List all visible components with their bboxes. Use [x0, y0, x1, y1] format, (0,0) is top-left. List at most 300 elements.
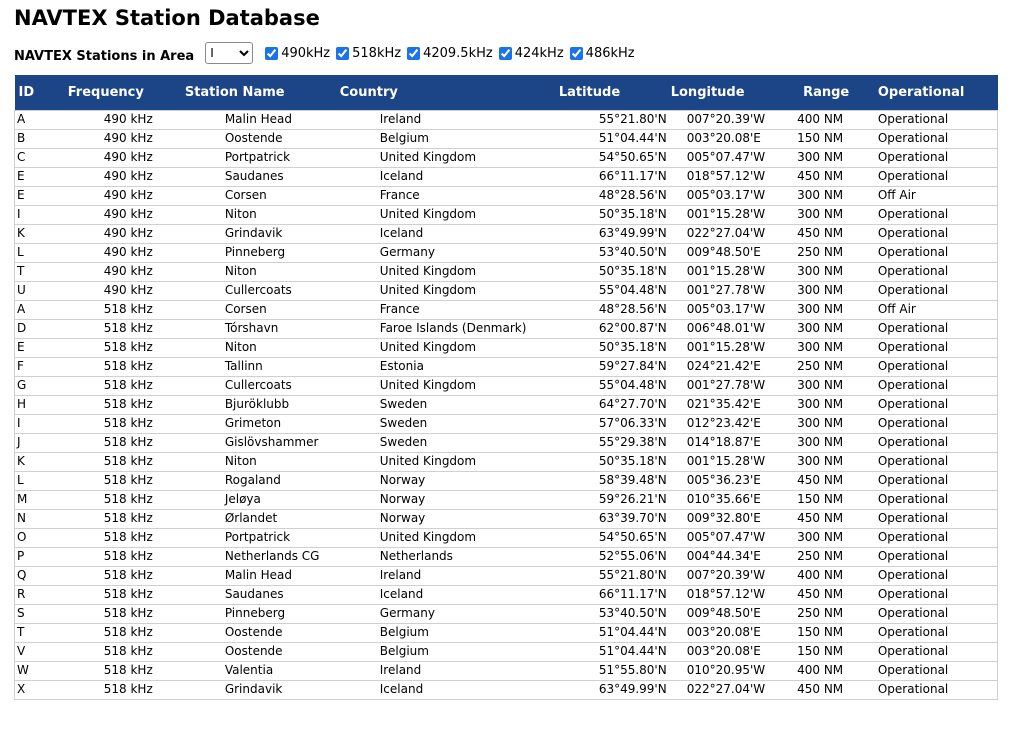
cell-range: 150 NM — [787, 642, 866, 661]
cell-station-id: U — [15, 281, 58, 300]
checkbox-label-486: 486kHz — [585, 45, 635, 61]
cell-station-name: Tallinn — [179, 357, 334, 376]
cell-longitude: 001°15.28'W — [667, 452, 787, 471]
cell-country: Estonia — [334, 357, 553, 376]
table-row[interactable] — [15, 376, 998, 395]
cell-range: 250 NM — [787, 243, 866, 262]
cell-station-id: J — [15, 433, 58, 452]
cell-station-name: Corsen — [179, 300, 334, 319]
cell-operational-status: Off Air — [866, 186, 998, 205]
cell-latitude: 48°28.56'N — [553, 186, 667, 205]
cell-operational-status: Operational — [866, 680, 998, 699]
checkbox-424[interactable] — [499, 47, 512, 60]
cell-longitude: 022°27.04'W — [667, 224, 787, 243]
cell-frequency: 490 kHz — [58, 224, 179, 243]
cell-station-name: Saudanes — [179, 585, 334, 604]
page-title: NAVTEX Station Database — [14, 6, 320, 30]
table-row[interactable] — [15, 604, 998, 623]
column-header-range[interactable]: Range — [803, 84, 850, 100]
cell-station-id: I — [15, 414, 58, 433]
cell-frequency: 518 kHz — [58, 490, 179, 509]
checkbox-label-424: 424kHz — [514, 45, 564, 61]
cell-frequency: 518 kHz — [58, 566, 179, 585]
cell-station-id: N — [15, 509, 58, 528]
cell-station-id: L — [15, 243, 58, 262]
cell-country: United Kingdom — [334, 528, 553, 547]
cell-frequency: 518 kHz — [58, 300, 179, 319]
cell-station-name: Niton — [179, 262, 334, 281]
cell-longitude: 001°15.28'W — [667, 262, 787, 281]
cell-frequency: 490 kHz — [58, 205, 179, 224]
cell-station-name: Malin Head — [179, 110, 334, 129]
table-row[interactable] — [15, 357, 998, 376]
cell-longitude: 024°21.42'E — [667, 357, 787, 376]
cell-longitude: 022°27.04'W — [667, 680, 787, 699]
cell-country: Sweden — [334, 414, 553, 433]
table-row[interactable] — [15, 129, 998, 148]
cell-longitude: 006°48.01'W — [667, 319, 787, 338]
cell-frequency: 518 kHz — [58, 680, 179, 699]
table-row[interactable] — [15, 471, 998, 490]
cell-frequency: 490 kHz — [58, 243, 179, 262]
cell-range: 150 NM — [787, 623, 866, 642]
cell-station-name: Bjuröklubb — [179, 395, 334, 414]
cell-range: 450 NM — [787, 167, 866, 186]
cell-frequency: 518 kHz — [58, 357, 179, 376]
cell-longitude: 005°07.47'W — [667, 528, 787, 547]
table-row[interactable] — [15, 414, 998, 433]
cell-range: 250 NM — [787, 547, 866, 566]
area-label: NAVTEX Stations in Area — [14, 48, 195, 64]
cell-country: Norway — [334, 471, 553, 490]
cell-range: 300 NM — [787, 433, 866, 452]
cell-station-name: Portpatrick — [179, 148, 334, 167]
cell-frequency: 490 kHz — [58, 186, 179, 205]
cell-range: 450 NM — [787, 680, 866, 699]
table-header-row — [15, 75, 998, 110]
cell-station-id: E — [15, 338, 58, 357]
cell-frequency: 518 kHz — [58, 433, 179, 452]
cell-latitude: 51°04.44'N — [553, 642, 667, 661]
cell-station-name: Cullercoats — [179, 376, 334, 395]
cell-longitude: 007°20.39'W — [667, 110, 787, 129]
cell-station-name: Tórshavn — [179, 319, 334, 338]
table-row[interactable] — [15, 319, 998, 338]
cell-station-name: Niton — [179, 338, 334, 357]
cell-range: 450 NM — [787, 471, 866, 490]
cell-latitude: 53°40.50'N — [553, 604, 667, 623]
cell-country: United Kingdom — [334, 205, 553, 224]
cell-station-id: M — [15, 490, 58, 509]
cell-station-id: F — [15, 357, 58, 376]
cell-latitude: 50°35.18'N — [553, 452, 667, 471]
cell-station-name: Pinneberg — [179, 243, 334, 262]
frequency-checkbox-424[interactable] — [499, 46, 564, 61]
cell-country: Germany — [334, 243, 553, 262]
cell-country: Iceland — [334, 224, 553, 243]
cell-range: 300 NM — [787, 376, 866, 395]
cell-operational-status: Operational — [866, 262, 998, 281]
cell-latitude: 62°00.87'N — [553, 319, 667, 338]
cell-range: 300 NM — [787, 186, 866, 205]
cell-longitude: 005°03.17'W — [667, 300, 787, 319]
table-row[interactable] — [15, 433, 998, 452]
cell-station-id: B — [15, 129, 58, 148]
cell-longitude: 009°48.50'E — [667, 604, 787, 623]
cell-operational-status: Off Air — [866, 300, 998, 319]
cell-frequency: 518 kHz — [58, 452, 179, 471]
cell-longitude: 004°44.34'E — [667, 547, 787, 566]
table-row[interactable] — [15, 300, 998, 319]
cell-frequency: 518 kHz — [58, 471, 179, 490]
table-body — [15, 110, 998, 699]
cell-latitude: 59°26.21'N — [553, 490, 667, 509]
table-row[interactable] — [15, 680, 998, 699]
table-row[interactable] — [15, 167, 998, 186]
frequency-checkbox-4209[interactable] — [407, 46, 493, 61]
cell-station-id: R — [15, 585, 58, 604]
cell-station-id: H — [15, 395, 58, 414]
cell-operational-status: Operational — [866, 566, 998, 585]
cell-station-name: Grindavik — [179, 680, 334, 699]
cell-station-id: X — [15, 680, 58, 699]
checkbox-label-4209: 4209.5kHz — [423, 45, 493, 61]
cell-range: 300 NM — [787, 205, 866, 224]
table-row[interactable] — [15, 585, 998, 604]
cell-station-name: Saudanes — [179, 167, 334, 186]
table-row[interactable] — [15, 148, 998, 167]
cell-operational-status: Operational — [866, 224, 998, 243]
cell-latitude: 57°06.33'N — [553, 414, 667, 433]
table-row[interactable] — [15, 243, 998, 262]
cell-frequency: 490 kHz — [58, 281, 179, 300]
column-header-frequency[interactable]: Frequency — [67, 84, 144, 100]
cell-longitude: 010°35.66'E — [667, 490, 787, 509]
cell-station-id: T — [15, 262, 58, 281]
cell-station-id: L — [15, 471, 58, 490]
cell-country: Belgium — [334, 623, 553, 642]
column-header-latitude[interactable]: Latitude — [558, 84, 621, 100]
cell-latitude: 58°39.48'N — [553, 471, 667, 490]
cell-station-id: V — [15, 642, 58, 661]
cell-longitude: 001°15.28'W — [667, 338, 787, 357]
cell-frequency: 490 kHz — [58, 129, 179, 148]
cell-country: Ireland — [334, 110, 553, 129]
cell-latitude: 53°40.50'N — [553, 243, 667, 262]
cell-latitude: 50°35.18'N — [553, 338, 667, 357]
cell-station-id: A — [15, 110, 58, 129]
cell-station-name: Grindavik — [179, 224, 334, 243]
column-header-longitude[interactable]: Longitude — [670, 84, 745, 100]
cell-longitude: 012°23.42'E — [667, 414, 787, 433]
cell-country: Faroe Islands (Denmark) — [334, 319, 553, 338]
checkbox-486[interactable] — [570, 47, 583, 60]
table-row[interactable] — [15, 281, 998, 300]
cell-frequency: 518 kHz — [58, 585, 179, 604]
table-row[interactable] — [15, 547, 998, 566]
cell-country: Norway — [334, 509, 553, 528]
cell-station-id: T — [15, 623, 58, 642]
cell-range: 300 NM — [787, 300, 866, 319]
checkbox-label-490: 490kHz — [281, 45, 331, 61]
cell-operational-status: Operational — [866, 376, 998, 395]
cell-longitude: 003°20.08'E — [667, 642, 787, 661]
cell-frequency: 490 kHz — [58, 167, 179, 186]
cell-station-name: Oostende — [179, 642, 334, 661]
cell-operational-status: Operational — [866, 528, 998, 547]
table-row[interactable] — [15, 509, 998, 528]
table-row[interactable] — [15, 566, 998, 585]
cell-latitude: 55°21.80'N — [553, 110, 667, 129]
cell-station-name: Valentia — [179, 661, 334, 680]
table-row[interactable] — [15, 110, 998, 129]
cell-country: Ireland — [334, 566, 553, 585]
cell-latitude: 55°04.48'N — [553, 281, 667, 300]
cell-range: 450 NM — [787, 509, 866, 528]
cell-range: 450 NM — [787, 224, 866, 243]
cell-operational-status: Operational — [866, 110, 998, 129]
cell-operational-status: Operational — [866, 167, 998, 186]
cell-frequency: 518 kHz — [58, 338, 179, 357]
cell-frequency: 518 kHz — [58, 547, 179, 566]
cell-country: Iceland — [334, 585, 553, 604]
cell-latitude: 51°04.44'N — [553, 623, 667, 642]
cell-latitude: 66°11.17'N — [553, 585, 667, 604]
cell-country: United Kingdom — [334, 148, 553, 167]
cell-country: Sweden — [334, 433, 553, 452]
cell-country: Iceland — [334, 680, 553, 699]
cell-station-id: W — [15, 661, 58, 680]
cell-country: Belgium — [334, 642, 553, 661]
cell-country: United Kingdom — [334, 338, 553, 357]
cell-station-id: A — [15, 300, 58, 319]
cell-operational-status: Operational — [866, 414, 998, 433]
table-row[interactable] — [15, 205, 998, 224]
cell-country: Norway — [334, 490, 553, 509]
cell-range: 150 NM — [787, 490, 866, 509]
cell-station-name: Niton — [179, 205, 334, 224]
cell-station-id: O — [15, 528, 58, 547]
cell-country: France — [334, 300, 553, 319]
cell-frequency: 518 kHz — [58, 642, 179, 661]
cell-frequency: 518 kHz — [58, 623, 179, 642]
cell-range: 250 NM — [787, 604, 866, 623]
frequency-checkbox-518[interactable] — [336, 46, 401, 61]
cell-longitude: 001°15.28'W — [667, 205, 787, 224]
cell-frequency: 518 kHz — [58, 604, 179, 623]
cell-operational-status: Operational — [866, 661, 998, 680]
cell-operational-status: Operational — [866, 338, 998, 357]
cell-latitude: 55°21.80'N — [553, 566, 667, 585]
cell-station-id: E — [15, 186, 58, 205]
cell-frequency: 490 kHz — [58, 262, 179, 281]
cell-station-id: K — [15, 452, 58, 471]
cell-operational-status: Operational — [866, 623, 998, 642]
cell-country: Ireland — [334, 661, 553, 680]
cell-longitude: 003°20.08'E — [667, 129, 787, 148]
cell-station-name: Ørlandet — [179, 509, 334, 528]
cell-frequency: 518 kHz — [58, 395, 179, 414]
table-row[interactable] — [15, 186, 998, 205]
cell-longitude: 005°03.17'W — [667, 186, 787, 205]
cell-latitude: 63°49.99'N — [553, 224, 667, 243]
cell-operational-status: Operational — [866, 129, 998, 148]
cell-operational-status: Operational — [866, 243, 998, 262]
cell-operational-status: Operational — [866, 148, 998, 167]
cell-operational-status: Operational — [866, 585, 998, 604]
cell-range: 300 NM — [787, 395, 866, 414]
cell-country: France — [334, 186, 553, 205]
cell-latitude: 66°11.17'N — [553, 167, 667, 186]
table-row[interactable] — [15, 262, 998, 281]
cell-station-name: Netherlands CG — [179, 547, 334, 566]
cell-range: 300 NM — [787, 319, 866, 338]
cell-longitude: 001°27.78'W — [667, 376, 787, 395]
cell-station-name: Niton — [179, 452, 334, 471]
table-row[interactable] — [15, 490, 998, 509]
cell-station-name: Jeløya — [179, 490, 334, 509]
cell-latitude: 51°04.44'N — [553, 129, 667, 148]
cell-country: Netherlands — [334, 547, 553, 566]
cell-range: 300 NM — [787, 338, 866, 357]
cell-station-name: Grimeton — [179, 414, 334, 433]
cell-operational-status: Operational — [866, 547, 998, 566]
cell-operational-status: Operational — [866, 433, 998, 452]
cell-frequency: 518 kHz — [58, 319, 179, 338]
checkbox-518[interactable] — [336, 47, 349, 60]
cell-station-id: I — [15, 205, 58, 224]
cell-range: 300 NM — [787, 414, 866, 433]
cell-station-name: Oostende — [179, 623, 334, 642]
cell-station-name: Cullercoats — [179, 281, 334, 300]
cell-latitude: 51°55.80'N — [553, 661, 667, 680]
cell-latitude: 64°27.70'N — [553, 395, 667, 414]
table-row[interactable] — [15, 338, 998, 357]
cell-station-id: E — [15, 167, 58, 186]
cell-longitude: 018°57.12'W — [667, 167, 787, 186]
cell-country: Germany — [334, 604, 553, 623]
cell-frequency: 518 kHz — [58, 376, 179, 395]
cell-frequency: 518 kHz — [58, 528, 179, 547]
cell-range: 450 NM — [787, 585, 866, 604]
cell-operational-status: Operational — [866, 452, 998, 471]
cell-longitude: 005°07.47'W — [667, 148, 787, 167]
cell-station-name: Pinneberg — [179, 604, 334, 623]
cell-range: 400 NM — [787, 661, 866, 680]
cell-range: 300 NM — [787, 452, 866, 471]
table-row[interactable] — [15, 623, 998, 642]
column-header-station-name[interactable]: Station Name — [184, 84, 285, 100]
cell-range: 400 NM — [787, 110, 866, 129]
column-header-operational[interactable]: Operational — [877, 84, 965, 100]
cell-range: 300 NM — [787, 528, 866, 547]
cell-frequency: 518 kHz — [58, 509, 179, 528]
cell-longitude: 010°20.95'W — [667, 661, 787, 680]
stations-table — [14, 75, 998, 700]
table-row[interactable] — [15, 452, 998, 471]
cell-operational-status: Operational — [866, 395, 998, 414]
cell-country: Iceland — [334, 167, 553, 186]
cell-latitude: 55°04.48'N — [553, 376, 667, 395]
cell-longitude: 018°57.12'W — [667, 585, 787, 604]
cell-country: Sweden — [334, 395, 553, 414]
area-select[interactable] — [205, 42, 253, 64]
column-header-country[interactable]: Country — [339, 84, 398, 100]
table-row[interactable] — [15, 528, 998, 547]
cell-latitude: 59°27.84'N — [553, 357, 667, 376]
cell-country: United Kingdom — [334, 281, 553, 300]
cell-operational-status: Operational — [866, 357, 998, 376]
cell-country: Belgium — [334, 129, 553, 148]
cell-station-id: C — [15, 148, 58, 167]
cell-latitude: 55°29.38'N — [553, 433, 667, 452]
cell-station-name: Gislövshammer — [179, 433, 334, 452]
frequency-checkbox-490[interactable] — [265, 46, 330, 61]
cell-longitude: 009°32.80'E — [667, 509, 787, 528]
cell-latitude: 63°39.70'N — [553, 509, 667, 528]
filter-bar — [14, 41, 641, 65]
checkbox-label-518: 518kHz — [352, 45, 402, 61]
cell-operational-status: Operational — [866, 509, 998, 528]
cell-latitude: 50°35.18'N — [553, 262, 667, 281]
column-header-id[interactable]: ID — [18, 84, 35, 100]
cell-station-name: Portpatrick — [179, 528, 334, 547]
cell-latitude: 48°28.56'N — [553, 300, 667, 319]
cell-station-id: D — [15, 319, 58, 338]
table-row[interactable] — [15, 224, 998, 243]
cell-range: 400 NM — [787, 566, 866, 585]
cell-range: 250 NM — [787, 357, 866, 376]
cell-station-id: P — [15, 547, 58, 566]
cell-station-name: Oostende — [179, 129, 334, 148]
cell-station-name: Malin Head — [179, 566, 334, 585]
cell-station-id: S — [15, 604, 58, 623]
cell-frequency: 490 kHz — [58, 148, 179, 167]
cell-latitude: 50°35.18'N — [553, 205, 667, 224]
cell-longitude: 021°35.42'E — [667, 395, 787, 414]
cell-range: 300 NM — [787, 148, 866, 167]
cell-operational-status: Operational — [866, 319, 998, 338]
checkbox-4209[interactable] — [407, 47, 420, 60]
cell-operational-status: Operational — [866, 642, 998, 661]
cell-operational-status: Operational — [866, 471, 998, 490]
cell-station-id: G — [15, 376, 58, 395]
cell-longitude: 005°36.23'E — [667, 471, 787, 490]
table-row[interactable] — [15, 395, 998, 414]
cell-country: United Kingdom — [334, 376, 553, 395]
cell-frequency: 490 kHz — [58, 110, 179, 129]
cell-station-name: Rogaland — [179, 471, 334, 490]
cell-station-name: Corsen — [179, 186, 334, 205]
cell-longitude: 009°48.50'E — [667, 243, 787, 262]
table-row[interactable] — [15, 642, 998, 661]
checkbox-490[interactable] — [265, 47, 278, 60]
cell-longitude: 007°20.39'W — [667, 566, 787, 585]
cell-latitude: 52°55.06'N — [553, 547, 667, 566]
cell-latitude: 54°50.65'N — [553, 528, 667, 547]
cell-range: 300 NM — [787, 262, 866, 281]
cell-station-id: K — [15, 224, 58, 243]
cell-operational-status: Operational — [866, 604, 998, 623]
cell-operational-status: Operational — [866, 205, 998, 224]
table-row[interactable] — [15, 661, 998, 680]
cell-range: 150 NM — [787, 129, 866, 148]
cell-station-id: Q — [15, 566, 58, 585]
cell-latitude: 63°49.99'N — [553, 680, 667, 699]
frequency-checkbox-486[interactable] — [570, 46, 635, 61]
cell-operational-status: Operational — [866, 281, 998, 300]
cell-latitude: 54°50.65'N — [553, 148, 667, 167]
